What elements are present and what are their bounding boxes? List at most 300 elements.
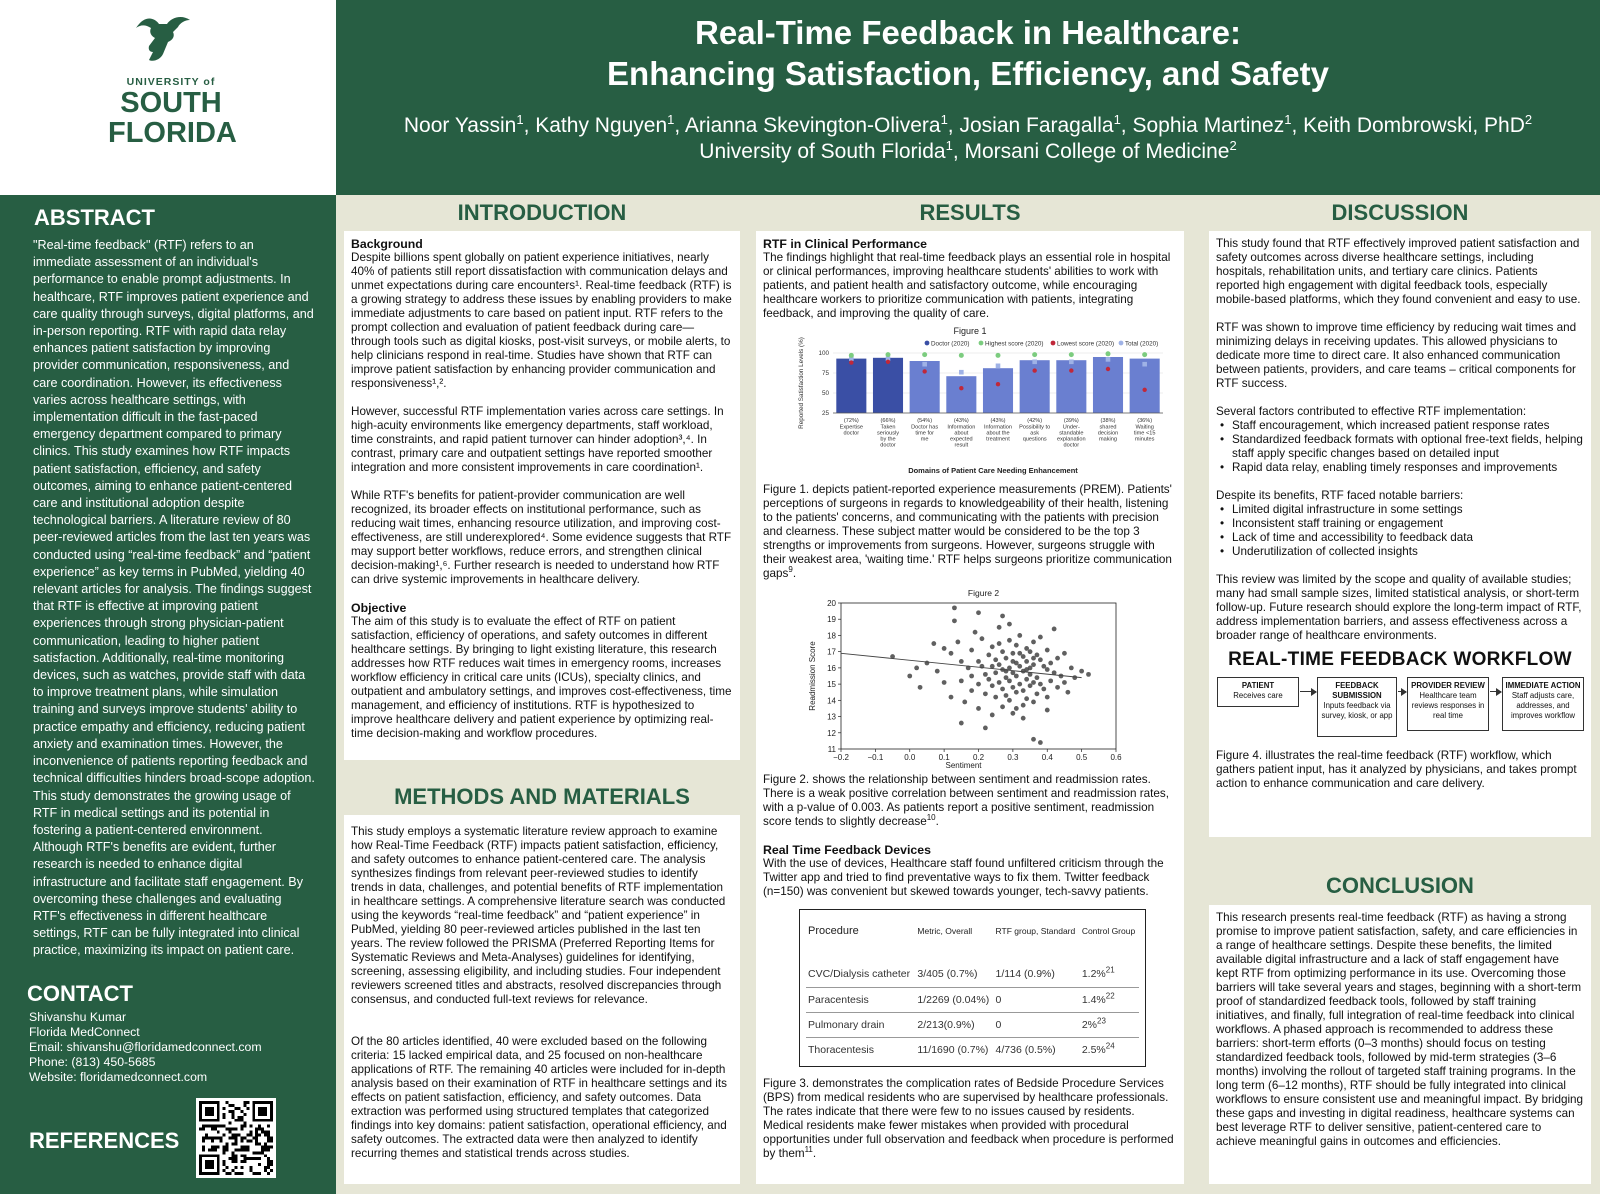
south-label: SOUTH — [120, 87, 222, 119]
data-point — [914, 665, 919, 670]
florida-label: FLORIDA — [108, 117, 237, 149]
x-axis-label: Domains of Patient Care Needing Enhancement — [908, 466, 1078, 475]
workflow-box-patient — [1217, 677, 1299, 707]
table-cell — [1080, 1012, 1139, 1037]
y-tick-label: 100 — [818, 350, 829, 357]
qr-module — [232, 1157, 235, 1160]
data-point — [1017, 682, 1022, 687]
qr-module — [267, 1157, 270, 1160]
author-list: Noor Yassin$^1$, Kathy Nguyen$^1$, Arianna Skevington-Olivera$^1$, Josian Faragalla$^1$, Sophia Martinez$^1$, Keith Dombrowski, PhD$^2$ — [403, 112, 1533, 137]
control-value: 1.2% — [1081, 968, 1106, 981]
data-point — [942, 646, 947, 651]
data-point — [1007, 698, 1012, 703]
category-pct-label: (36%) — [1137, 418, 1153, 424]
qr-module — [217, 1125, 220, 1128]
contact-line: Florida MedConnect — [29, 1025, 140, 1039]
qr-module — [258, 1157, 261, 1160]
x-tick-label: 0.0 — [904, 753, 916, 762]
figure-3-caption: Figure 3. demonstrates the complication rates of Bedside Procedure Services (BPS) from medical residents who are supervised by healthcare professionals. The rates indicate that there were few to no issues caused by residents. Medical residents make fewer mistakes when provided with procedural opportunities under full observation and feedback when procedure is performed by them$^{11}$. — [763, 1077, 1174, 1160]
data-point — [1062, 680, 1067, 685]
category-label: by the — [880, 436, 896, 443]
contact-line: Website: floridamedconnect.com — [29, 1070, 208, 1084]
qr-module — [240, 1116, 243, 1119]
qr-module — [208, 1137, 211, 1140]
contact-line: Shivanshu Kumar — [29, 1010, 127, 1024]
data-point — [952, 605, 957, 610]
intro-paragraph-2: However, successful RTF implementation varies across care settings. In high-acuity environments like emergency departments, staff workload, time constraints, and rapid patient turnover can hinder adoption³,⁴. In contrast, primary care and outpatient settings have reported smoother integration and more consistent improvements in care coordination¹. — [351, 405, 724, 474]
highest-marker — [922, 352, 927, 357]
total-marker — [996, 364, 1001, 369]
qr-module — [252, 1157, 255, 1160]
data-point — [976, 682, 981, 687]
y-tick-label: 17 — [827, 647, 836, 657]
total-marker — [1032, 360, 1037, 365]
lowest-marker — [886, 360, 890, 364]
figure-2-title: Figure 2 — [967, 588, 1000, 598]
clinical-performance-heading: RTF in Clinical Performance — [763, 237, 927, 251]
data-point — [997, 625, 1002, 630]
data-point — [918, 685, 923, 690]
legend-marker — [925, 341, 930, 346]
category-label: doctor — [1063, 442, 1080, 449]
category-label: Waiting — [1135, 424, 1154, 431]
poster-title — [336, 0, 1600, 94]
qr-module — [255, 1131, 258, 1134]
figure-2-caption-ref: 10 — [926, 813, 936, 823]
barrier-item: • Limited digital infrastructure in some settings — [1232, 503, 1584, 517]
qr-module — [243, 1137, 246, 1140]
qr-module — [267, 1148, 270, 1151]
qr-module — [255, 1151, 258, 1154]
qr-finder — [258, 1107, 267, 1116]
table-row — [806, 987, 1139, 1012]
highest-marker — [1142, 352, 1147, 357]
figure-3-table-frame — [799, 909, 1146, 1067]
qr-module — [240, 1160, 243, 1163]
author-name-superscript: 1 — [1284, 112, 1292, 127]
qr-module — [235, 1157, 238, 1160]
data-point — [1062, 651, 1067, 656]
qr-module — [211, 1125, 214, 1128]
qr-module — [214, 1125, 217, 1128]
category-label: minutes — [1134, 436, 1155, 443]
category-label: explanation — [1057, 436, 1086, 443]
qr-module — [220, 1139, 223, 1142]
y-tick-label: 12 — [827, 728, 836, 738]
workflow-box-text: Inputs feedback via survey, kiosk, or app — [1321, 701, 1393, 720]
x-tick-label: 0.1 — [938, 753, 950, 762]
qr-module — [232, 1151, 235, 1154]
qr-module — [249, 1157, 252, 1160]
workflow-box-feedback — [1317, 677, 1397, 737]
lowest-marker — [1069, 368, 1073, 372]
doctor-bar — [1056, 360, 1086, 413]
figure-1-title: Figure 1 — [953, 326, 987, 336]
qr-module — [235, 1142, 238, 1145]
lowest-marker — [849, 360, 853, 364]
discussion-paragraph-4: Despite its benefits, RTF faced notable barriers: — [1216, 489, 1464, 502]
total-marker — [1069, 360, 1074, 365]
data-point — [976, 706, 981, 711]
category-label: making — [1098, 436, 1118, 443]
data-point — [1045, 667, 1050, 672]
x-tick-label: 0.4 — [1041, 753, 1053, 762]
qr-module — [232, 1160, 235, 1163]
y-tick-label: 16 — [827, 663, 836, 673]
data-point — [993, 670, 998, 675]
qr-module — [223, 1116, 226, 1119]
category-label: result — [954, 442, 969, 449]
data-point — [976, 659, 981, 664]
author-name: Arianna Skevington-Olivera — [684, 114, 941, 137]
qr-module — [232, 1142, 235, 1145]
qr-module — [267, 1172, 270, 1175]
qr-module — [235, 1166, 238, 1169]
data-point — [1045, 648, 1050, 653]
qr-module — [258, 1128, 261, 1131]
data-point — [997, 641, 1002, 646]
qr-module — [223, 1151, 226, 1154]
data-point — [990, 683, 995, 688]
qr-module — [202, 1125, 205, 1128]
qr-module — [229, 1110, 232, 1113]
qr-module — [258, 1163, 261, 1166]
introduction-heading: INTRODUCTION — [457, 200, 627, 225]
y-tick-label: 25 — [821, 410, 829, 417]
y-tick-label: 75 — [821, 370, 829, 377]
qr-module — [226, 1101, 229, 1104]
qr-module — [249, 1166, 252, 1169]
data-point — [1021, 688, 1026, 693]
title-line-2: Enhancing Satisfaction, Efficiency, and Safety — [607, 55, 1329, 92]
qr-module — [243, 1113, 246, 1116]
qr-module — [267, 1139, 270, 1142]
qr-module — [246, 1139, 249, 1142]
qr-module — [243, 1160, 246, 1163]
contact-line: Phone: (813) 450-5685 — [29, 1055, 156, 1069]
qr-module — [255, 1134, 258, 1137]
category-label: doctor — [843, 430, 860, 437]
qr-module — [223, 1145, 226, 1148]
category-label: about — [954, 430, 969, 437]
qr-finder — [205, 1160, 214, 1169]
data-point — [955, 640, 960, 645]
table-cell: 4/736 (0.5%) — [995, 1043, 1056, 1056]
qr-module — [232, 1104, 235, 1107]
qr-module — [249, 1131, 252, 1134]
author-name-superscript: 1 — [516, 112, 524, 127]
factor-item: • Standardized feedback formats with optional free-text fields, helping staff apply specific changes based on detailed input — [1232, 433, 1584, 461]
y-tick-label: 11 — [827, 745, 836, 754]
category-label: Information — [984, 424, 1012, 431]
data-point — [1086, 672, 1091, 677]
data-point — [993, 657, 998, 662]
qr-module — [240, 1110, 243, 1113]
author-name-superscript: 1 — [940, 112, 948, 127]
data-point — [1045, 695, 1050, 700]
qr-module — [223, 1163, 226, 1166]
qr-module — [240, 1166, 243, 1169]
data-point — [1004, 693, 1009, 698]
doctor-bar — [1020, 360, 1050, 413]
data-point — [1031, 662, 1036, 667]
lowest-marker — [1142, 388, 1146, 392]
qr-module — [261, 1131, 264, 1134]
category-label: time <15 — [1133, 430, 1156, 437]
results-paragraph-2: With the use of devices, Healthcare staff found unfiltered criticism through the Twitter app and tried to find preventative ways to fix them. Twitter feedback (n=150) was convenient but skewed towards younger, tech-savvy patients. — [763, 857, 1164, 898]
legend-label: Highest score (2020) — [985, 340, 1044, 348]
qr-module — [237, 1119, 240, 1122]
category-label: Expertise — [839, 424, 863, 431]
table-cell: Pulmonary drain — [806, 1012, 915, 1037]
doctor-bar — [836, 359, 866, 413]
data-point — [993, 695, 998, 700]
category-label: seriously — [876, 430, 900, 437]
qr-module — [202, 1145, 205, 1148]
doctor-bar — [946, 376, 976, 413]
qr-module — [226, 1148, 229, 1151]
qr-module — [270, 1169, 273, 1172]
qr-code-icon — [199, 1101, 273, 1175]
lowest-marker — [1032, 368, 1036, 372]
qr-module — [235, 1172, 238, 1175]
workflow-title: REAL-TIME FEEDBACK WORKFLOW — [1228, 649, 1572, 670]
qr-module — [240, 1139, 243, 1142]
qr-module — [226, 1166, 229, 1169]
table-cell: 1/2269 (0.04%) — [915, 987, 993, 1012]
qr-module — [237, 1148, 240, 1151]
data-point — [1045, 708, 1050, 713]
x-tick-label: 0.2 — [972, 753, 985, 762]
qr-module — [261, 1128, 264, 1131]
qr-module — [246, 1145, 249, 1148]
workflow-box-title: PATIENT — [1241, 681, 1275, 690]
workflow-box-title: FEEDBACK SUBMISSION — [1332, 681, 1382, 700]
qr-module — [255, 1139, 258, 1142]
qr-module — [264, 1148, 267, 1151]
qr-code[interactable] — [196, 1098, 276, 1178]
qr-module — [208, 1148, 211, 1151]
table-cell: 0 — [994, 987, 1080, 1012]
data-point — [1021, 703, 1026, 708]
qr-module — [255, 1137, 258, 1140]
qr-module — [223, 1160, 226, 1163]
data-point — [1028, 649, 1033, 654]
data-point — [1021, 716, 1026, 721]
total-marker — [922, 362, 927, 367]
data-point — [1024, 696, 1029, 701]
qr-module — [240, 1148, 243, 1151]
data-point — [1035, 675, 1040, 680]
qr-module — [237, 1134, 240, 1137]
category-label: Under- — [1062, 424, 1080, 431]
qr-module — [205, 1125, 208, 1128]
control-value: 1.4% — [1081, 993, 1106, 1006]
author-name: Noor Yassin — [403, 114, 517, 137]
qr-module — [223, 1107, 226, 1110]
doctor-bar — [1130, 359, 1160, 413]
category-label: Information — [947, 424, 976, 431]
figure-1-caption-ref: 9 — [788, 565, 793, 575]
data-point — [1007, 622, 1012, 627]
qr-module — [267, 1163, 270, 1166]
workflow-arrow — [1398, 691, 1406, 692]
data-point — [1055, 685, 1060, 690]
qr-module — [229, 1157, 232, 1160]
intro-paragraph-3: While RTF's benefits for patient-provider communication are well recognized, its broader effects on institutional performance, such as reducing wait times, enhancing resource utilization, and improving cost-effectiveness, are still underexplored⁴. Some evidence suggests that RTF may support better workflows, reduce errors, and strengthen clinical decision-making¹,⁶. Further research is needed to understand how RTF can drive systemic improvements in healthcare delivery. — [351, 489, 732, 586]
data-point — [997, 680, 1002, 685]
category-label: Possibility to — [1019, 424, 1051, 431]
total-marker — [959, 370, 964, 375]
qr-module — [267, 1160, 270, 1163]
figure-1-caption: Figure 1. depicts patient-reported experience measurements (PREM). Patients' perceptions of surgeons in regards to knowledgeability of their health, listening to the patients' concerns, and communicating with the patients with precision and clearness. These subject matter would be considered to be the top 3 strengths or improvements from surgeons. However, surgeons struggle with their weakest area, 'waiting time.' RTF helps surgeons prioritize communication gaps$^9$. — [763, 483, 1172, 580]
control-value-ref: 24 — [1105, 1041, 1115, 1051]
qr-module — [258, 1151, 261, 1154]
data-point — [1041, 687, 1046, 692]
figure-1-caption-text: Figure 1. depicts patient-reported experience measurements (PREM). Patients' perceptions of surgeons in regards to knowledgeability of their health, listening to the patients' concerns, and communicating with the patients with precision and clearness. These subject matter would be considered to be the top 3 strengths or improvements from surgeons. However, surgeons struggle with their weakest area, 'waiting time.' RTF helps surgeons prioritize communication gaps — [763, 483, 1172, 580]
qr-module — [217, 1137, 220, 1140]
doctor-bar — [1093, 357, 1123, 413]
qr-module — [267, 1137, 270, 1140]
qr-module — [211, 1139, 214, 1142]
data-point — [1000, 649, 1005, 654]
data-point — [1079, 669, 1084, 674]
data-point — [1024, 677, 1029, 682]
highest-marker — [886, 352, 891, 357]
barriers-list — [1232, 503, 1584, 559]
workflow-box-text: Healthcare team reviews responses in real time — [1411, 691, 1485, 720]
qr-module — [243, 1154, 246, 1157]
legend-marker — [1051, 341, 1056, 346]
factors-list — [1232, 419, 1584, 475]
category-label: doctor — [880, 442, 896, 449]
data-point — [1017, 664, 1022, 669]
control-value-ref: 23 — [1097, 1016, 1106, 1025]
highest-marker — [959, 353, 964, 358]
intro-paragraph-4: The aim of this study is to evaluate the effect of RTF on patient satisfaction, efficiency of operations, and safety outcomes in different healthcare settings. By bringing to light existing literature, this research addresses how RTF reduces wait times in emergency rooms, increases workflow efficiency in critical care units (ICUs), specialty clinics, and outpatient and ambulatory settings, and improves cost-effectiveness, time management, and efficiency of institutions. RTF is hypothesized to improve healthcare delivery and patient experience by optimizing real-time decision-making and workflow procedures. — [351, 615, 732, 740]
qr-module — [226, 1142, 229, 1145]
conclusion-card — [1209, 905, 1591, 1184]
category-label: shared — [1099, 424, 1117, 431]
qr-module — [202, 1137, 205, 1140]
qr-module — [232, 1134, 235, 1137]
results-card — [756, 231, 1184, 1184]
data-point — [1038, 657, 1043, 662]
references-heading: REFERENCES — [29, 1128, 180, 1153]
x-tick-label: 0.5 — [1076, 753, 1088, 762]
total-marker — [1106, 357, 1111, 362]
y-tick-label: 19 — [827, 615, 836, 625]
qr-module — [235, 1107, 238, 1110]
data-point — [990, 664, 995, 669]
contact-line: Email: shivanshu@floridamedconnect.com — [29, 1040, 262, 1054]
author-name: Keith Dombrowski, PhD — [1303, 114, 1525, 137]
y-axis-label: Reported Satisfaction Levels (%) — [798, 337, 805, 429]
data-point — [990, 713, 995, 718]
qr-module — [232, 1137, 235, 1140]
methods-paragraph-1: This study employs a systematic literature review approach to examine how Real-Time Feedback (RTF) impacts patient satisfaction, efficiency, and safety outcomes to enhance patient-centered care. The analysis synthesizes findings from relevant peer-reviewed studies to identify trends in data, challenges, and potential benefits of RTF implementation in healthcare settings. A comprehensive literature search was conducted using the keywords “real-time feedback” and “patient experience” in PubMed, yielding 80 peer-reviewed articles published in the last ten years. The review followed the PRISMA (Preferred Reporting Items for Systematic Reviews and Meta-Analyses) guidelines for identifying, screening, assessing eligibility, and including studies. Four independent reviewers screened titles and abstracts, resolved discrepancies through consensus, and conducted full-text reviews for relevance. — [351, 825, 726, 1006]
qr-module — [243, 1148, 246, 1151]
affiliation-name: Morsani College of Medicine — [964, 140, 1230, 163]
data-point — [907, 674, 912, 679]
qr-module — [243, 1145, 246, 1148]
qr-module — [264, 1145, 267, 1148]
discussion-paragraph-3: Several factors contributed to effective RTF implementation: — [1216, 405, 1527, 418]
data-point — [952, 618, 957, 623]
university-of-label: UNIVERSITY of — [126, 76, 216, 88]
affiliation-list: University of South Florida$^1$, Morsani College of Medicine$^2$ — [699, 138, 1237, 163]
qr-module — [214, 1137, 217, 1140]
category-pct-label: (43%) — [990, 418, 1006, 424]
control-value: 2% — [1081, 1018, 1097, 1031]
category-label: standable — [1059, 430, 1084, 437]
data-point — [1000, 704, 1005, 709]
qr-module — [223, 1125, 226, 1128]
data-point — [969, 648, 974, 653]
table-row — [806, 1037, 1139, 1062]
qr-module — [249, 1169, 252, 1172]
factor-item: • Staff encouragement, which increased patient response rates — [1232, 419, 1584, 433]
qr-module — [264, 1154, 267, 1157]
barrier-item: • Inconsistent staff training or engagement — [1232, 517, 1584, 531]
highest-marker — [1069, 352, 1074, 357]
qr-module — [264, 1169, 267, 1172]
qr-module — [246, 1101, 249, 1104]
qr-finder — [205, 1107, 214, 1116]
data-point — [1007, 638, 1012, 643]
data-point — [986, 653, 991, 658]
usf-bull-logo-icon — [133, 12, 203, 64]
qr-module — [252, 1151, 255, 1154]
data-point — [986, 677, 991, 682]
qr-module — [270, 1139, 273, 1142]
y-tick-label: 20 — [827, 599, 836, 608]
qr-module — [232, 1128, 235, 1131]
data-point — [1004, 656, 1009, 661]
qr-module — [214, 1148, 217, 1151]
contact-heading: CONTACT — [27, 981, 133, 1006]
data-point — [1048, 661, 1053, 666]
methods-heading: METHODS AND MATERIALS — [394, 784, 690, 809]
qr-module — [237, 1107, 240, 1110]
conclusion-text: This research presents real-time feedback (RTF) as having a strong promise to improve patient satisfaction, safety, and care efficiencies in a range of healthcare settings. Despite these benefits, the limited available digital infrastructure and a lack of staff engagement have kept RTF from optimizing performance in its use. Overcoming those barriers will take several years and stages, beginning with a short-term proof of standardized feedback tools, followed by staff training initiatives, and finally, full integration of real-time feedback into clinical workflows. A phased approach is recommended to address these barriers: short-term efforts (0–3 months) should focus on testing standardized feedback tools, followed by mid-term strategies (3–6 months) involving the rollout of targeted staff training programs. In the long term (6–12 months), RTF should be fully integrated into clinical workflows to ensure consistent use and meaningful impact. By bridging these gaps and investing in digital readiness, healthcare systems can best leverage RTF to deliver sensitive, patient-centered care to achieve meaningful gains in outcomes and efficiencies. — [1216, 911, 1584, 1148]
legend-label: Total (2020) — [1125, 340, 1159, 348]
data-point — [1055, 656, 1060, 661]
qr-module — [249, 1139, 252, 1142]
legend-marker — [1119, 341, 1124, 346]
qr-module — [264, 1166, 267, 1169]
category-label: me — [920, 436, 929, 443]
table-row — [806, 1012, 1139, 1037]
logo-area — [0, 0, 336, 195]
lowest-marker — [996, 382, 1000, 386]
data-point — [1031, 737, 1036, 742]
data-point — [1038, 635, 1043, 640]
qr-module — [270, 1163, 273, 1166]
workflow-arrow — [1490, 691, 1501, 692]
x-tick-label: 0.3 — [1007, 753, 1019, 762]
control-value: 2.5% — [1081, 1043, 1106, 1056]
qr-module — [220, 1125, 223, 1128]
qr-module — [252, 1137, 255, 1140]
qr-module — [267, 1166, 270, 1169]
qr-module — [249, 1125, 252, 1128]
data-point — [949, 695, 954, 700]
data-point — [1007, 678, 1012, 683]
qr-module — [240, 1128, 243, 1131]
procedure-table — [806, 914, 1139, 1062]
data-point — [983, 691, 988, 696]
